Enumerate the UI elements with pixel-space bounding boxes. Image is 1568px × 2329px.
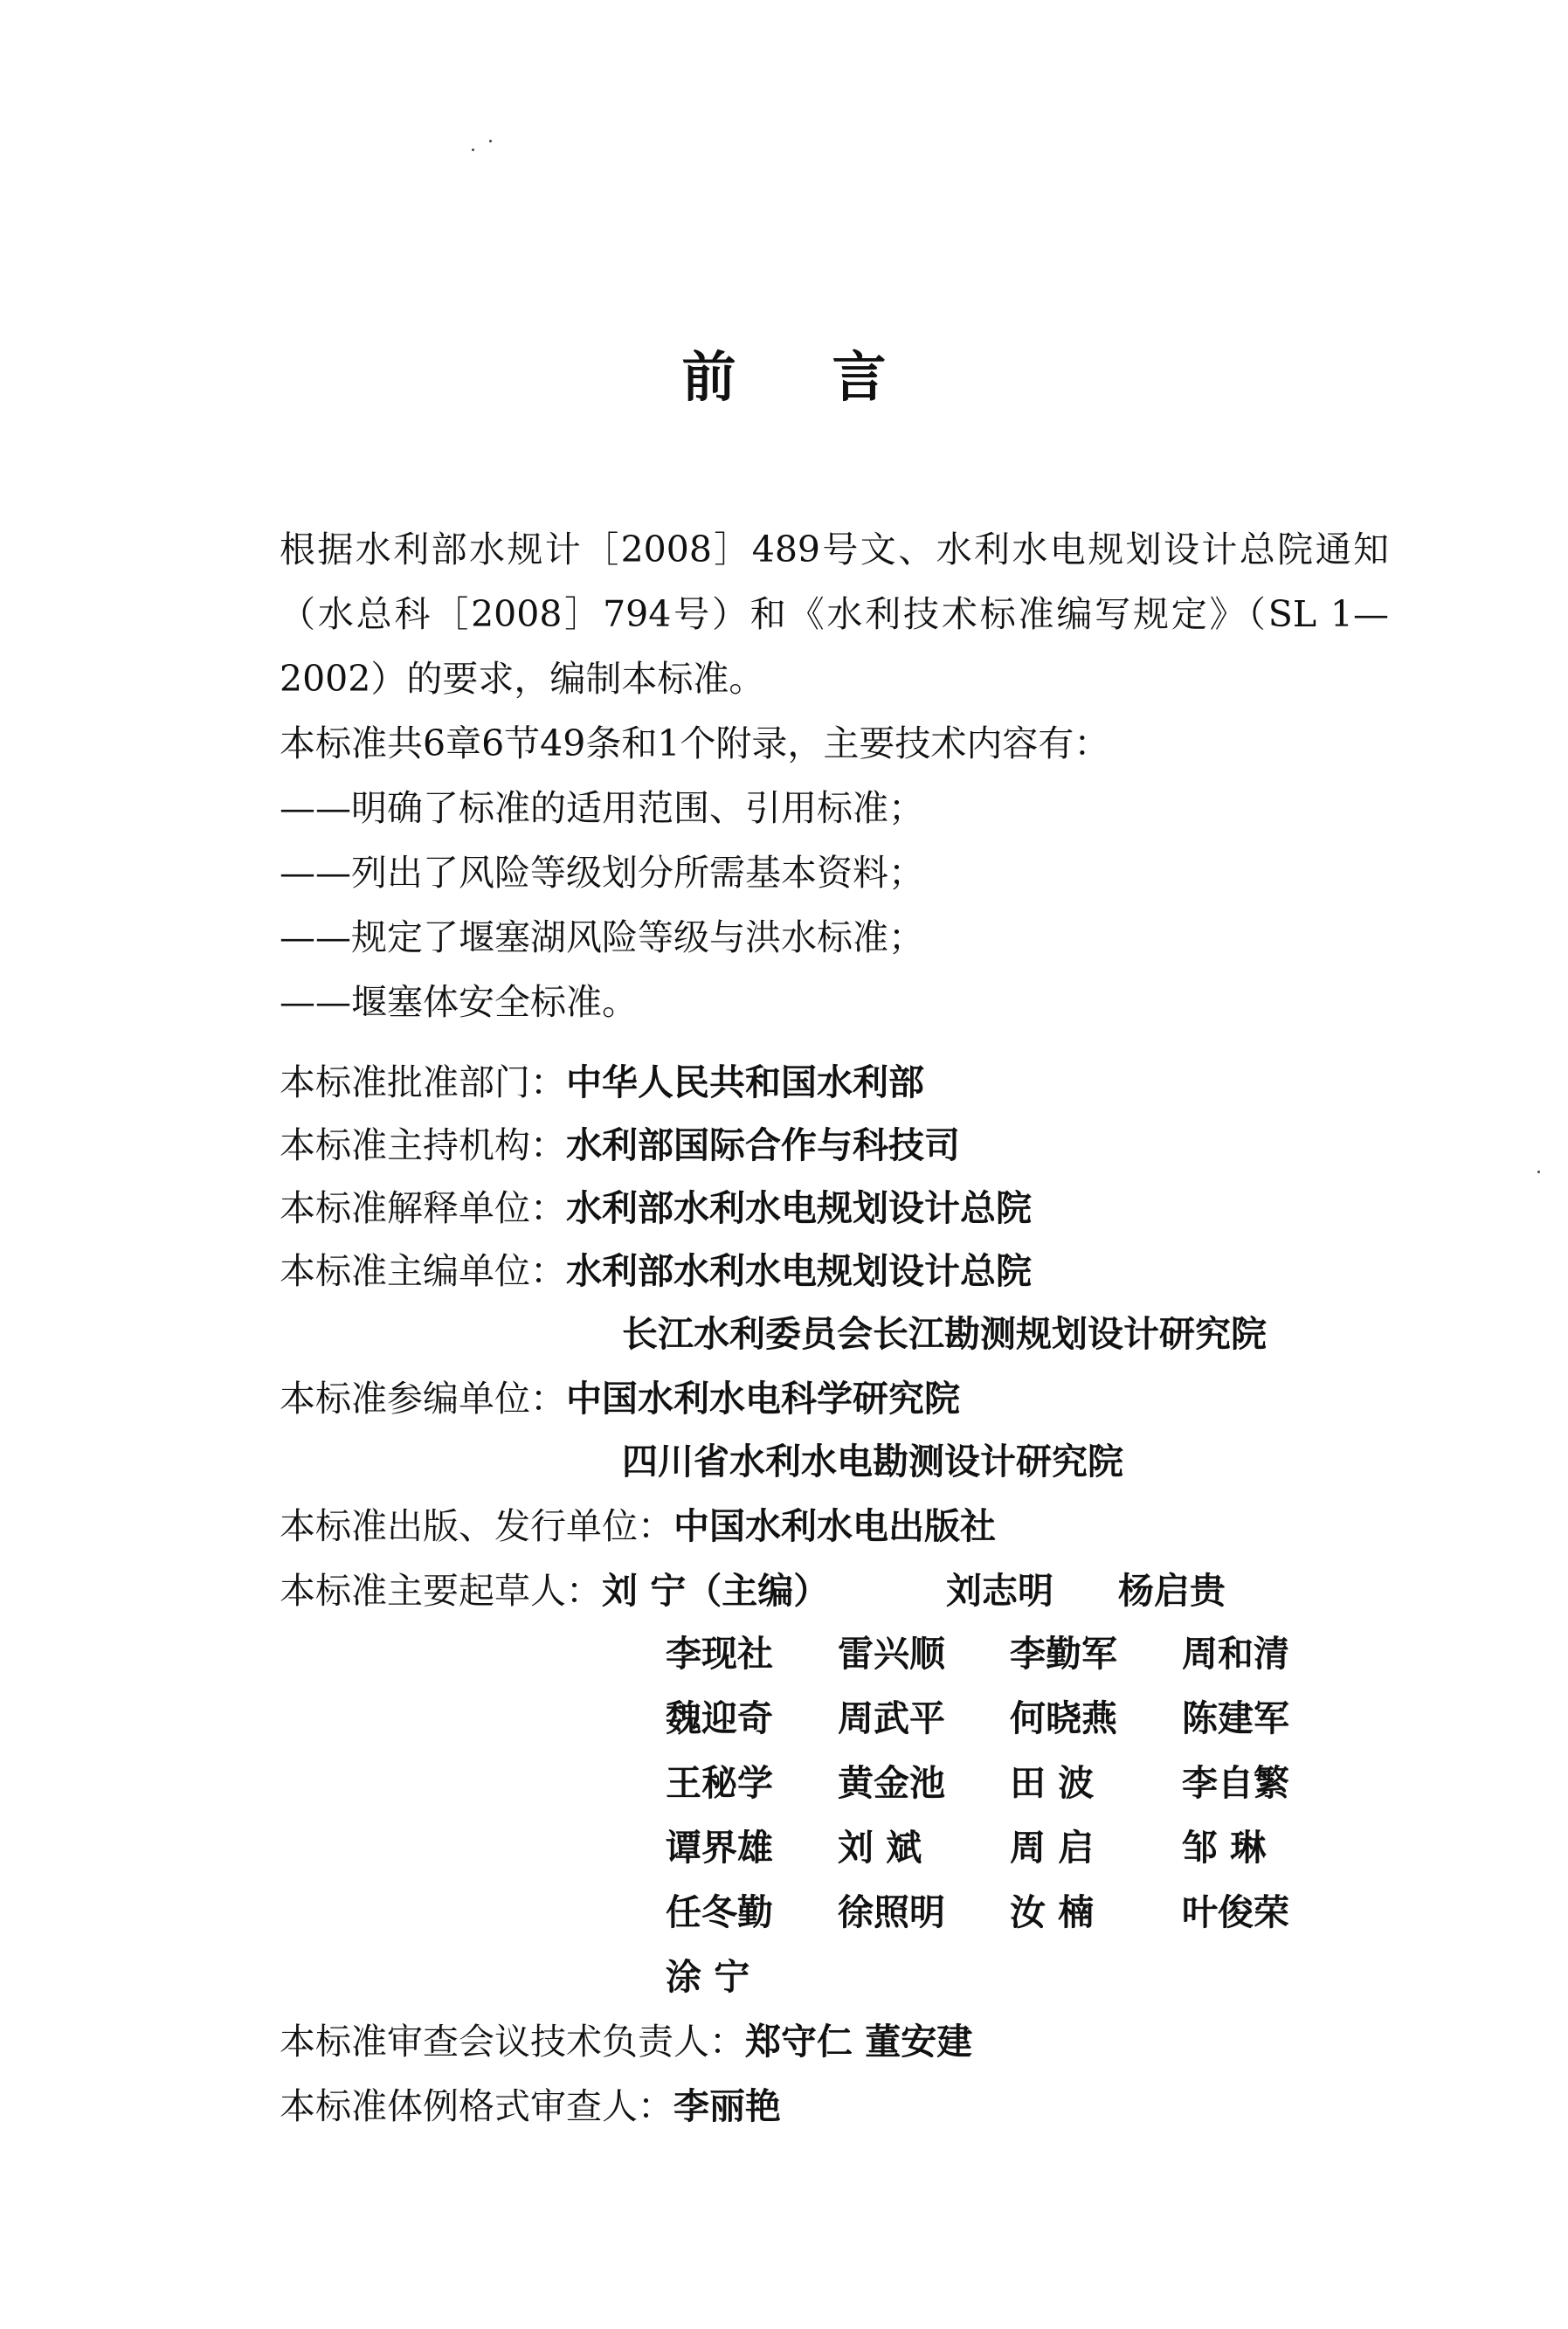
drafters-label: 本标准主要起草人： (280, 1570, 602, 1612)
participating-unit-label: 本标准参编单位： (280, 1378, 566, 1420)
drafter-name: 周武平 (838, 1697, 945, 1739)
host-org-label: 本标准主持机构： (280, 1124, 566, 1166)
drafter-name: 邹 琳 (1182, 1827, 1267, 1869)
format-reviewer-row (280, 2075, 781, 2138)
content-item: ——明确了标准的适用范围、引用标准； (280, 787, 924, 829)
participating-unit-value: 中国水利水电科学研究院 (566, 1378, 960, 1420)
drafter-name: 徐照明 (838, 1891, 945, 1933)
interpret-unit-row (280, 1177, 1032, 1240)
scan-speck (472, 149, 474, 151)
drafter-name: 任冬勤 (666, 1891, 773, 1933)
participating-unit-value: 四川省水利水电勘测设计研究院 (622, 1441, 1123, 1482)
interpret-unit-value: 水利部水利水电规划设计总院 (566, 1187, 1032, 1229)
drafters-names-row (666, 1881, 1354, 1944)
drafter-name: 刘 斌 (838, 1827, 922, 1869)
intro-paragraph-2-text: 本标准共6章6节49条和1个附录，主要技术内容有： (280, 722, 1110, 764)
drafters-names-row (666, 1687, 1354, 1750)
scan-speck (489, 140, 492, 142)
intro-paragraph-1 (175, 517, 1389, 711)
drafter-name: 王秘学 (666, 1762, 773, 1804)
content-item: ——堰塞体安全标准。 (280, 981, 638, 1023)
drafter-name: 谭界雄 (666, 1827, 773, 1869)
chief-editor-unit-row (280, 1240, 1032, 1303)
review-leader-label: 本标准审查会议技术负责人： (280, 2021, 745, 2063)
scan-speck (1537, 1171, 1540, 1173)
review-leader-value: 郑守仁 董安建 (745, 2021, 973, 2063)
drafter-name: 汝 楠 (1010, 1891, 1095, 1933)
intro-paragraph-2 (175, 711, 1389, 776)
drafter-name: 李勤军 (1010, 1633, 1117, 1675)
drafter-name: 何晓燕 (1010, 1697, 1117, 1739)
format-reviewer-value: 李丽艳 (673, 2085, 781, 2127)
drafter-name: 刘 宁（主编） (602, 1570, 830, 1612)
drafters-names-row (666, 1945, 838, 2008)
drafter-name: 李现社 (666, 1633, 773, 1675)
chief-editor-unit-value: 水利部水利水电规划设计总院 (566, 1250, 1032, 1292)
drafter-name: 刘志明 (946, 1570, 1053, 1612)
chief-editor-unit-value: 长江水利委员会长江勘测规划设计研究院 (622, 1313, 1267, 1355)
publisher-label: 本标准出版、发行单位： (280, 1505, 673, 1547)
intro-paragraph-1-text: 根据水利部水规计［2008］489号文、水利水电规划设计总院通知（水总科［2008］794号）和《水利技术标准编写规定》（SL 1—2002）的要求，编制本标准。 (280, 529, 1389, 700)
drafter-name: 陈建军 (1182, 1697, 1289, 1739)
drafter-name: 田 波 (1010, 1762, 1095, 1804)
drafter-name: 魏迎奇 (666, 1697, 773, 1739)
drafters-names-row (666, 1622, 1354, 1685)
drafter-name: 李自繁 (1182, 1762, 1289, 1804)
publisher-row (280, 1495, 996, 1558)
drafter-name: 周和清 (1182, 1633, 1289, 1675)
drafter-name: 黄金池 (838, 1762, 945, 1804)
drafter-name: 叶俊荣 (1182, 1891, 1289, 1933)
drafter-name: 涂 宁 (666, 1956, 750, 1998)
drafter-name: 周 启 (1010, 1827, 1095, 1869)
chief-editor-unit-label: 本标准主编单位： (280, 1250, 566, 1292)
drafters-row (280, 1559, 1226, 1622)
approve-dept-row (280, 1051, 924, 1114)
content-item: ——规定了堰塞湖风险等级与洪水标准； (280, 916, 924, 958)
page-title: 前言 (681, 345, 983, 409)
interpret-unit-label: 本标准解释单位： (280, 1187, 566, 1229)
host-org-row (280, 1114, 960, 1177)
format-reviewer-label: 本标准体例格式审查人： (280, 2085, 673, 2127)
approve-dept-label: 本标准批准部门： (280, 1061, 566, 1103)
drafters-names-row (666, 1752, 1354, 1814)
drafter-name: 杨启贵 (1118, 1570, 1226, 1612)
host-org-value: 水利部国际合作与科技司 (566, 1124, 960, 1166)
drafter-name: 雷兴顺 (838, 1633, 945, 1675)
review-leader-row (280, 2010, 972, 2073)
content-item: ——列出了风险等级划分所需基本资料； (280, 852, 924, 894)
publisher-value: 中国水利水电出版社 (673, 1505, 996, 1547)
participating-unit-row (280, 1367, 960, 1430)
drafters-names-row (666, 1816, 1354, 1879)
approve-dept-value: 中华人民共和国水利部 (566, 1061, 924, 1103)
